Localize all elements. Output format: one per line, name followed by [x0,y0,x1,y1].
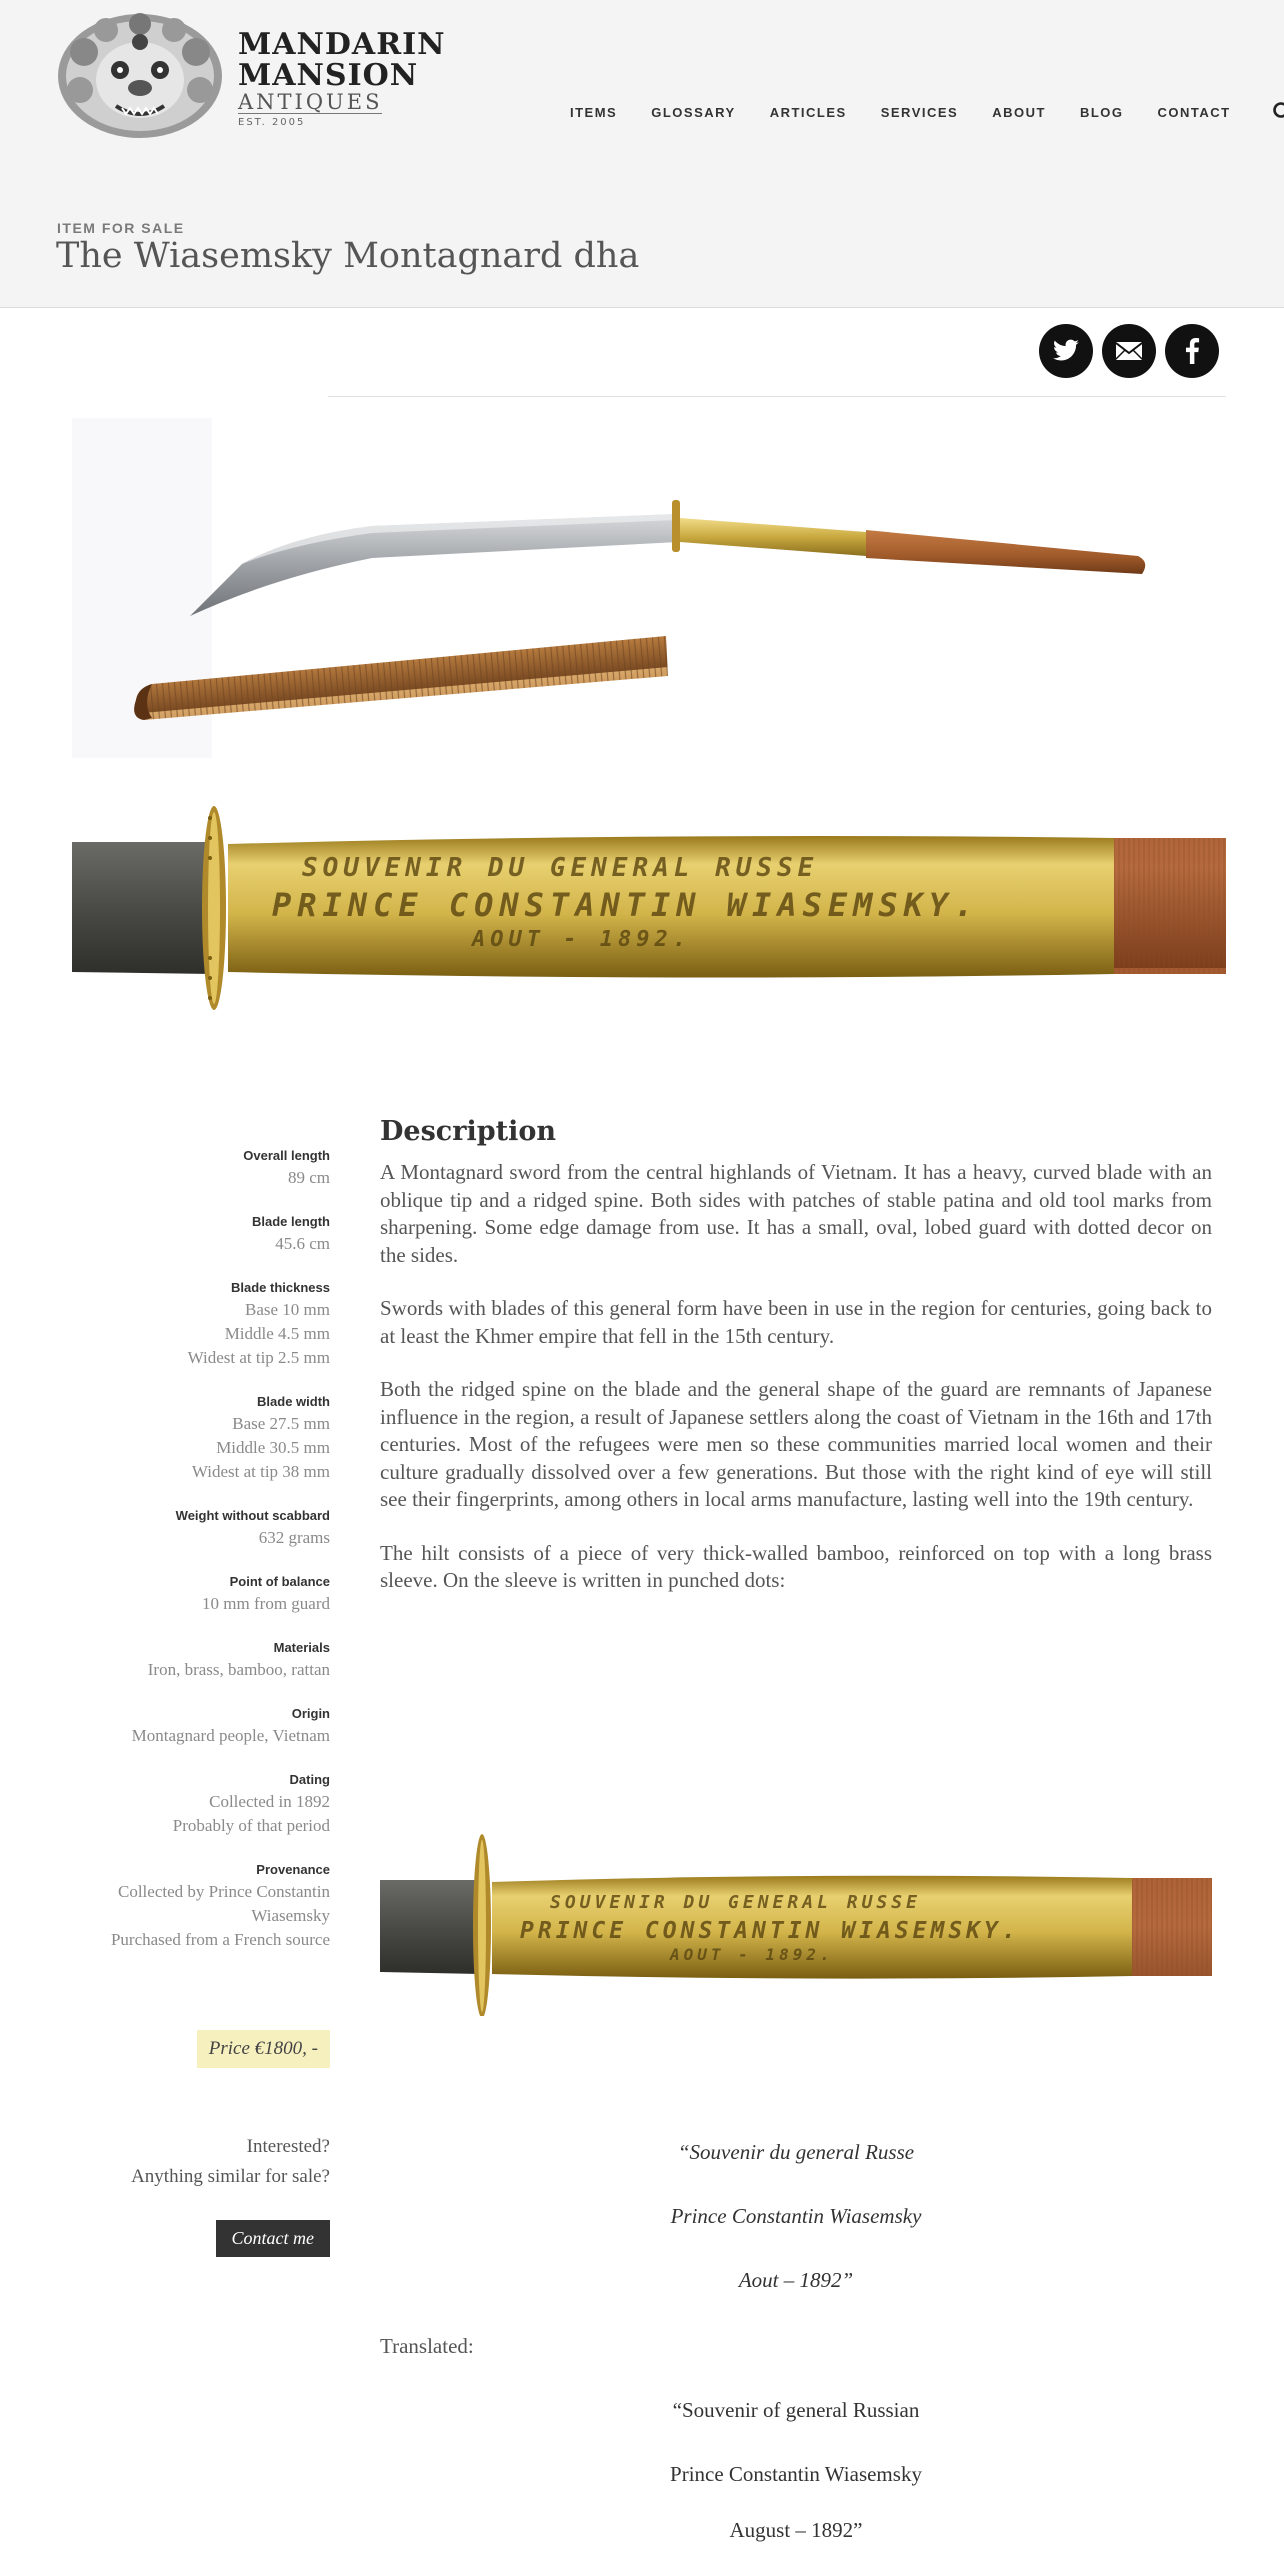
lion-logo-icon [56,12,224,140]
spec-value: Middle 4.5 mm [224,1324,330,1343]
spec-label: Blade length [251,1214,330,1229]
description-heading: Description [380,1116,556,1147]
spec-label: Dating [289,1772,330,1787]
logo-text-line3: ANTIQUES [238,89,383,114]
quote-original-line2: Prince Constantin Wiasemsky [670,2204,922,2228]
contact-me-button[interactable]: Contact me [216,2220,331,2257]
nav-about[interactable]: ABOUT [992,104,1046,120]
sword-and-scabbard-image[interactable] [72,418,1226,758]
spec-label: Origin [291,1706,330,1721]
spec-value: 10 mm from guard [202,1594,330,1613]
spec-value: Iron, brass, bamboo, rattan [147,1660,330,1679]
inquiry-line1: Interested? [246,2136,330,2157]
spec-value: 89 cm [287,1168,330,1187]
engraving-line1: SOUVENIR DU GENERAL RUSSE [550,1892,921,1913]
breadcrumb: ITEM FOR SALE [57,220,185,236]
spec-dating [10,1770,330,1838]
spec-value: Probably of that period [172,1816,330,1835]
share-buttons [1030,324,1219,378]
engraving-line1: SOUVENIR DU GENERAL RUSSE [302,853,819,883]
spec-value: 45.6 cm [275,1234,330,1253]
spec-overall-length [10,1146,330,1190]
description-paragraph: A Montagnard sword from the central highlands of Vietnam. It has a heavy, curved blade with an oblique tip and a ridged spine. Both sides with patches of stable patina and old tool marks from sharpening. Some edge damage from use. It has a small, oval, lobed guard with dotted decor on the sides. [380,1160,1212,1267]
logo-text-est: EST. 2005 [238,116,306,128]
description-paragraph: The hilt consists of a piece of very thick-walled bamboo, reinforced on top with a long brass sleeve. On the sleeve is written in punched dots: [380,1540,1212,1592]
nav-services[interactable]: SERVICES [880,104,959,120]
nav-articles[interactable]: ARTICLES [769,104,847,120]
translated-label: Translated: [380,2334,474,2358]
logo-text-line2: MANSION [238,57,419,93]
nav-blog[interactable]: BLOG [1079,104,1124,120]
quote-original-line3: Aout – 1892” [738,2268,854,2292]
spec-label: Provenance [256,1862,330,1877]
spec-value: Montagnard people, Vietnam [131,1726,330,1745]
share-email-button[interactable] [1102,324,1156,378]
spec-provenance [10,1860,330,1952]
description-paragraph: Swords with blades of this general form have been in use in the region for centuries, going back to at least the Khmer empire that fell in the 15th century. [380,1296,1212,1348]
inquiry-line2: Anything similar for sale? [131,2166,330,2187]
description-section [380,1116,1212,1621]
spec-value: Base 10 mm [245,1300,330,1319]
page-title: The Wiasemsky Montagnard dha [56,236,640,276]
spec-value: Collected by Prince Constantin [118,1882,330,1901]
spec-origin [10,1704,330,1748]
quote-original-line1: “Souvenir du general Russe [677,2140,915,2164]
spec-value: Base 27.5 mm [232,1414,330,1433]
spec-label: Materials [273,1640,330,1655]
spec-label: Blade width [257,1394,330,1409]
spec-value: Wiasemsky [251,1906,330,1925]
divider [328,396,1226,397]
spec-weight [10,1506,330,1550]
nav-contact[interactable]: CONTACT [1157,104,1231,120]
logo[interactable] [56,12,446,140]
hilt-inscription-detail-image-2[interactable] [380,1826,1212,2016]
spec-materials [10,1638,330,1682]
spec-point-of-balance [10,1572,330,1616]
price-badge: Price €1800, - [197,2030,330,2068]
site-header [0,0,1284,308]
nav-items[interactable]: ITEMS [570,104,618,120]
spec-label: Overall length [243,1148,330,1163]
inquiry-text [131,2132,330,2192]
share-twitter-button[interactable] [1039,324,1093,378]
logo-text-line1: MANDARIN [238,26,446,62]
engraving-line3: AOUT - 1892. [670,1945,834,1964]
spec-label: Weight without scabbard [175,1508,330,1523]
spec-blade-length [10,1212,330,1256]
engraving-line3: AOUT - 1892. [472,927,691,952]
description-paragraph: Both the ridged spine on the blade and the general shape of the guard are remnants of Japanese influence in the region, a result of Japanese settlers along the coast of Vietnam in the 16th and 17th centuries. Most of the refugees were men so these communities married local women and their culture gradually dissolved over a few generations. But those with the right kind of eye will still see their fingerprints, among others in local arms manufacture, lasting well into the 19th century. [380,1377,1212,1511]
hilt-inscription-detail-image[interactable] [72,768,1226,1032]
spec-value: Widest at tip 38 mm [191,1462,330,1481]
spec-value: Widest at tip 2.5 mm [187,1348,330,1367]
share-facebook-button[interactable] [1165,324,1219,378]
mail-icon [1115,340,1143,362]
spec-value: Middle 30.5 mm [216,1438,330,1457]
main-nav [570,100,1284,124]
engraving-line2: PRINCE CONSTANTIN WIASEMSKY. [272,886,980,924]
spec-value: Purchased from a French source [110,1930,330,1949]
specifications-list [10,1146,330,1974]
spec-blade-width [10,1392,330,1484]
quote-translated-line3: August – 1892” [729,2518,863,2542]
nav-glossary[interactable]: GLOSSARY [651,104,736,120]
spec-value: 632 grams [258,1528,330,1547]
engraving-line2: PRINCE CONSTANTIN WIASEMSKY. [520,1918,1020,1944]
quote-translated-line2: Prince Constantin Wiasemsky [670,2462,922,2486]
search-icon[interactable] [1271,100,1284,124]
twitter-icon [1052,339,1080,363]
spec-blade-thickness [10,1278,330,1370]
spec-label: Blade thickness [231,1280,330,1295]
quote-translated-line1: “Souvenir of general Russian [672,2398,920,2422]
spec-label: Point of balance [229,1574,330,1589]
spec-value: Collected in 1892 [209,1792,330,1811]
facebook-icon [1184,338,1200,364]
